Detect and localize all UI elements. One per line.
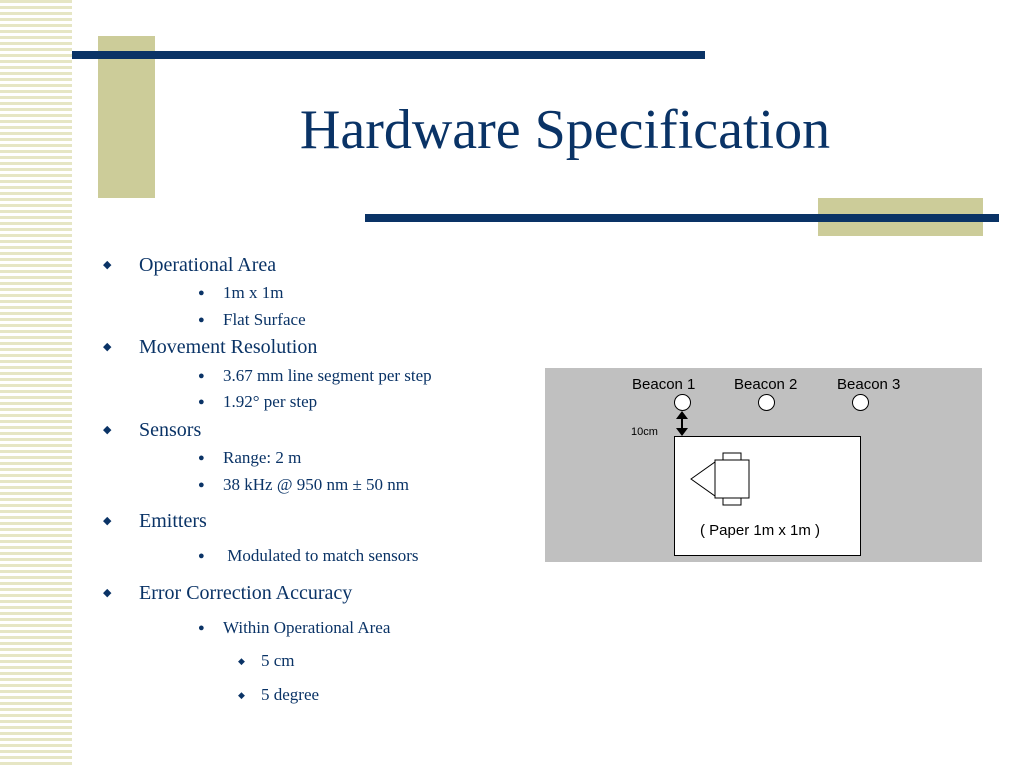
decorative-stripes <box>0 0 72 768</box>
sub-bullet-degrees-per-step: 1.92° per step <box>223 392 318 411</box>
beacon-3-label: Beacon 3 <box>837 376 901 393</box>
dot-bullet-icon: ● <box>198 622 205 634</box>
sub-bullet-frequency: 38 kHz @ 950 nm ± 50 nm <box>223 475 410 494</box>
diamond-bullet-icon: ◆ <box>103 587 112 599</box>
slide-title: Hardware Specification <box>299 99 831 161</box>
sub-bullet-range: Range: 2 m <box>223 448 302 467</box>
dot-bullet-icon: ● <box>198 370 205 382</box>
dot-bullet-icon: ● <box>198 452 205 464</box>
diamond-bullet-icon: ◆ <box>238 690 245 700</box>
distance-label: 10cm <box>631 426 658 438</box>
diamond-bullet-icon: ◆ <box>103 341 112 353</box>
beacon-2-label: Beacon 2 <box>734 376 798 393</box>
beacon-1-label: Beacon 1 <box>632 376 696 393</box>
subsub-bullet-5degree: 5 degree <box>261 685 320 704</box>
sub-bullet-line-segment: 3.67 mm line segment per step <box>223 366 432 385</box>
bullet-error-correction: Error Correction Accuracy <box>139 582 353 604</box>
sub-bullet-area-size: 1m x 1m <box>223 283 284 302</box>
sub-bullet-within-area: Within Operational Area <box>223 618 391 637</box>
bullet-operational-area: Operational Area <box>139 254 277 276</box>
decorative-tan-block-top <box>98 36 155 198</box>
dot-bullet-icon: ● <box>198 550 205 562</box>
bullet-movement-resolution: Movement Resolution <box>139 336 318 358</box>
diamond-bullet-icon: ◆ <box>103 515 112 527</box>
subsub-bullet-5cm: 5 cm <box>261 651 295 670</box>
diamond-bullet-icon: ◆ <box>103 259 112 271</box>
dot-bullet-icon: ● <box>198 396 205 408</box>
dot-bullet-icon: ● <box>198 287 205 299</box>
beacon-diagram <box>545 368 982 562</box>
dot-bullet-icon: ● <box>198 314 205 326</box>
diamond-bullet-icon: ◆ <box>103 424 112 436</box>
robot-icon <box>691 453 749 505</box>
paper-label: ( Paper 1m x 1m ) <box>700 522 821 539</box>
decorative-bar-right <box>365 214 999 222</box>
sub-bullet-flat-surface: Flat Surface <box>223 310 306 329</box>
bullet-emitters: Emitters <box>139 510 207 532</box>
decorative-bar-top <box>72 51 705 59</box>
dot-bullet-icon: ● <box>198 479 205 491</box>
bullet-sensors: Sensors <box>139 419 202 441</box>
sub-bullet-modulated: Modulated to match sensors <box>223 546 419 565</box>
double-arrow-icon <box>676 411 688 436</box>
diamond-bullet-icon: ◆ <box>238 656 245 666</box>
diagram-graphics <box>545 368 982 562</box>
